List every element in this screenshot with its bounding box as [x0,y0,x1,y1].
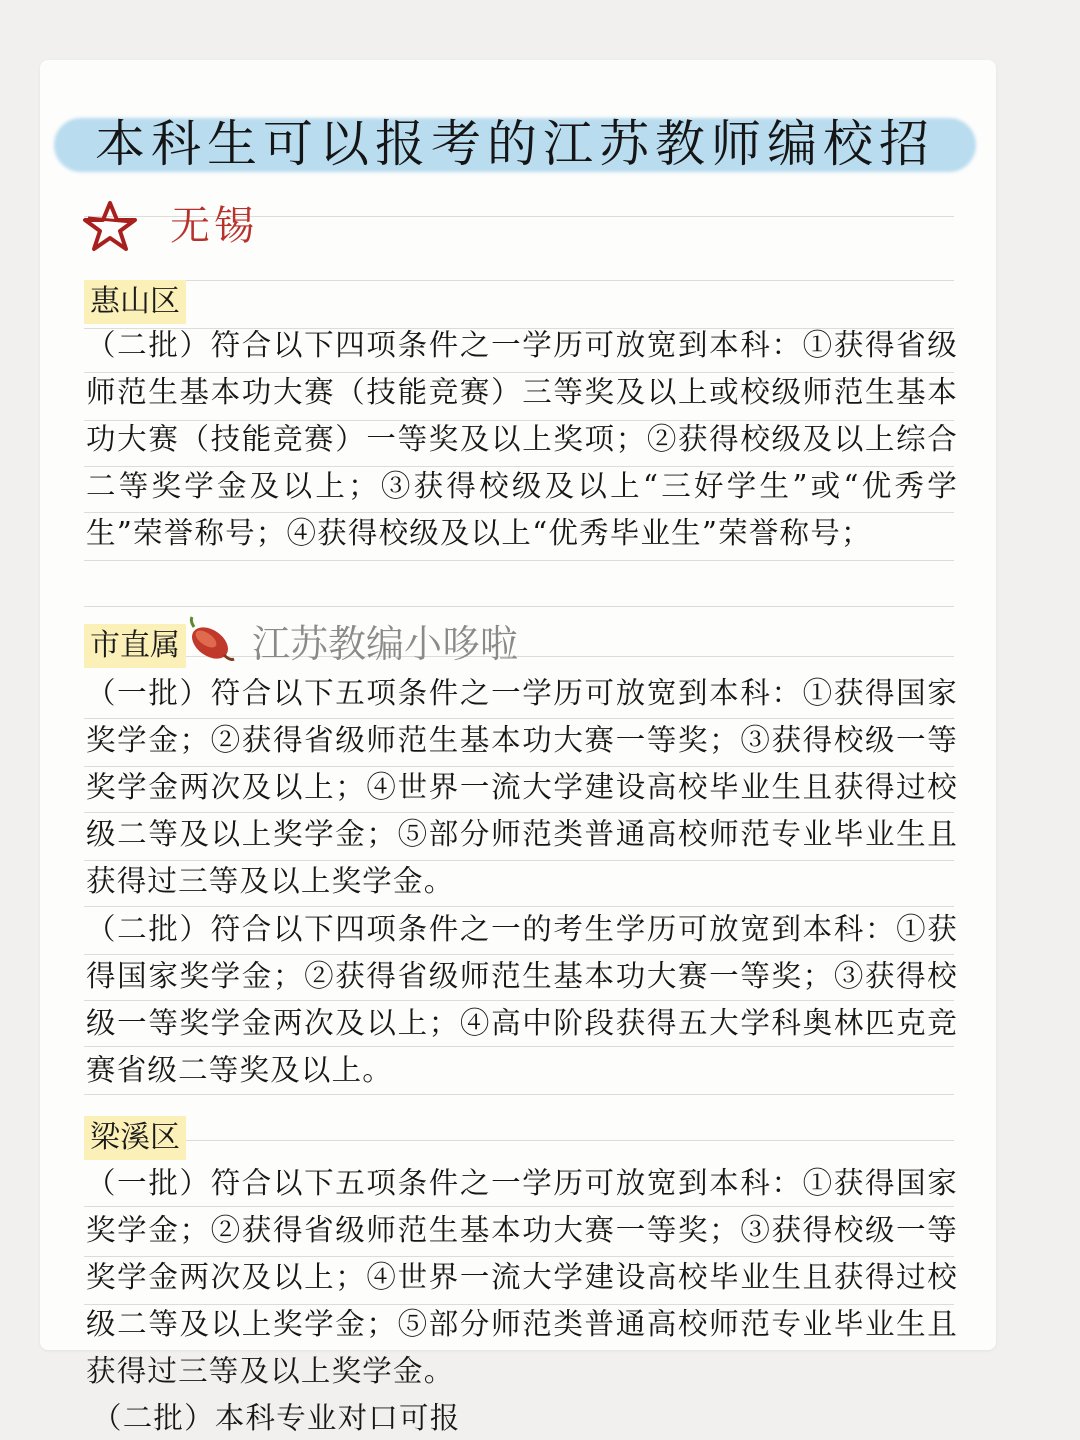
liangxi-paragraph-batch2: （二批）本科专业对口可报 [92,1401,461,1435]
watermark-text: 江苏教编小哆啦 [252,623,519,666]
liangxi-paragraph-batch1: （一批）符合以下五项条件之一学历可放宽到本科：①获得国家奖学金；②获得省级师范生基本功大赛一等奖；③获得校级一等奖学金两次及以上；④世界一流大学建设高校毕业生且获得过校级二等及以上奖学金；⑤部分师范类普通高校师范专业毕业生且获得过三等及以上奖学金。 [86,1166,958,1388]
page-title: 本科生可以报考的江苏教师编校招 [95,115,935,173]
sweet-potato-icon [186,615,238,665]
star-icon [82,200,138,252]
city-direct-paragraph-batch2: （二批）符合以下四项条件之一的考生学历可放宽到本科：①获得国家奖学金；②获得省级师范生基本功大赛一等奖；③获得校级一等奖学金两次及以上；④高中阶段获得五大学科奥林匹克竞赛省级二等奖及以上。 [86,912,958,1087]
district-tag-city-direct: 市直属 [84,624,186,668]
title-banner [54,112,976,176]
district-tag-liangxi: 梁溪区 [84,1116,186,1160]
watermark [186,612,518,668]
huishan-paragraph: （二批）符合以下四项条件之一学历可放宽到本科：①获得省级师范生基本功大赛（技能竞赛）三等奖及以上或校级师范生基本功大赛（技能竞赛）一等奖及以上奖项；②获得校级及以上综合二等奖学金及以上；③获得校级及以上“三好学生”或“优秀学生”荣誉称号；④获得校级及以上“优秀毕业生”荣誉称号； [86,328,958,550]
city-heading: 无锡 [170,203,258,249]
district-tag-huishan: 惠山区 [84,280,186,324]
city-direct-paragraph-batch1: （一批）符合以下五项条件之一学历可放宽到本科：①获得国家奖学金；②获得省级师范生基本功大赛一等奖；③获得校级一等奖学金两次及以上；④世界一流大学建设高校毕业生且获得过校级二等及以上奖学金；⑤部分师范类普通高校师范专业毕业生且获得过三等及以上奖学金。 [86,676,958,898]
